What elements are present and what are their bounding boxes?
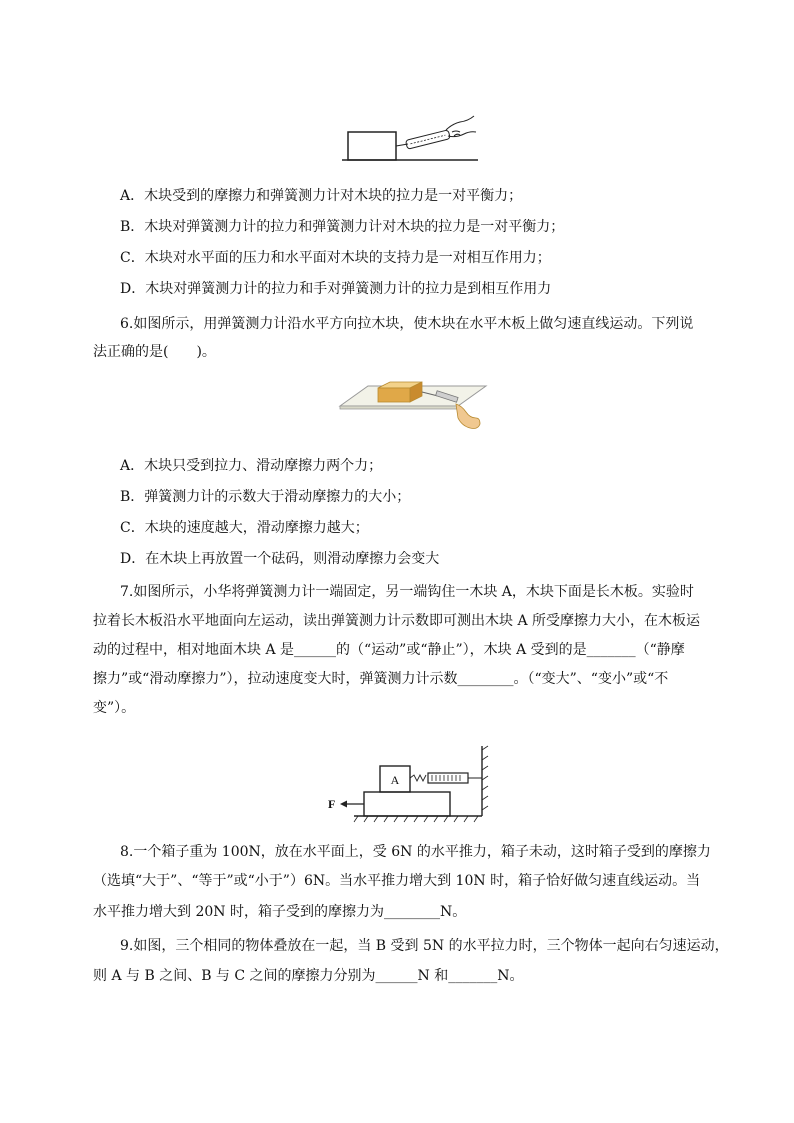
q6-option-d: D．在木块上再放置一个砝码，则滑动摩擦力会变大 — [120, 551, 440, 567]
q6-stem-line2: 法正确的是( )。 — [93, 344, 216, 360]
q7-line3: 动的过程中，相对地面木块 A 是______的（“运动”或“静止”），木块 A 受到的是_______（“静摩 — [93, 642, 685, 658]
q5-option-c: C．木块对水平面的压力和水平面对木块的支持力是一对相互作用力； — [120, 250, 551, 266]
q5-option-d: D．木块对弹簧测力计的拉力和手对弹簧测力计的拉力是到相互作用力 — [120, 281, 552, 297]
figure-block-spring-hand — [340, 110, 480, 166]
q8-line1: 8.一个箱子重为 100N，放在水平面上，受 6N 的水平推力，箱子未动，这时箱子受到的摩擦力 — [120, 844, 711, 860]
q7-line5: 变”）。 — [93, 700, 136, 716]
figure-block-on-board — [338, 378, 488, 440]
q5-option-a: A．木块受到的摩擦力和弹簧测力计对木块的拉力是一对平衡力； — [120, 188, 523, 204]
q6-option-a: A．木块只受到拉力、滑动摩擦力两个力； — [120, 458, 383, 474]
q7-line1: 7.如图所示，小华将弹簧测力计一端固定，另一端钩住一木块 A，木块下面是长木板。实验时 — [120, 584, 694, 600]
q7-line4: 擦力”或“滑动摩擦力”），拉动速度变大时，弹簧测力计示数________。（“变大”、“变小”或“不 — [93, 671, 669, 687]
q6-option-c: C．木块的速度越大，滑动摩擦力越大； — [120, 520, 369, 536]
figure-label-force: F — [328, 797, 336, 811]
q6-option-b: B．弹簧测力计的示数大于滑动摩擦力的大小； — [120, 489, 411, 505]
q8-line2: （选填“大于”、“等于”或“小于”）6N。当水平推力增大到 10N 时，箱子恰好做匀速直线运动。当 — [93, 873, 701, 889]
q6-stem-line1: 6.如图所示，用弹簧测力计沿水平方向拉木块，使木块在水平木板上做匀速直线运动。下列说 — [120, 316, 694, 332]
figure-label-block-a: A — [390, 773, 400, 787]
figure-block-a-board-wall — [324, 738, 494, 828]
q5-option-b: B．木块对弹簧测力计的拉力和弹簧测力计对木块的拉力是一对平衡力； — [120, 219, 565, 235]
q8-line3: 水平推力增大到 20N 时，箱子受到的摩擦力为________N。 — [93, 904, 467, 920]
q7-line2: 拉着长木板沿水平地面向左运动，读出弹簧测力计示数即可测出木块 A 所受摩擦力大小，在木板运 — [93, 613, 701, 629]
q9-line1: 9.如图，三个相同的物体叠放在一起，当 B 受到 5N 的水平拉力时，三个物体一起向右匀速运动， — [120, 938, 729, 954]
q9-line2: 则 A 与 B 之间、B 与 C 之间的摩擦力分别为______N 和_______N。 — [93, 968, 524, 984]
